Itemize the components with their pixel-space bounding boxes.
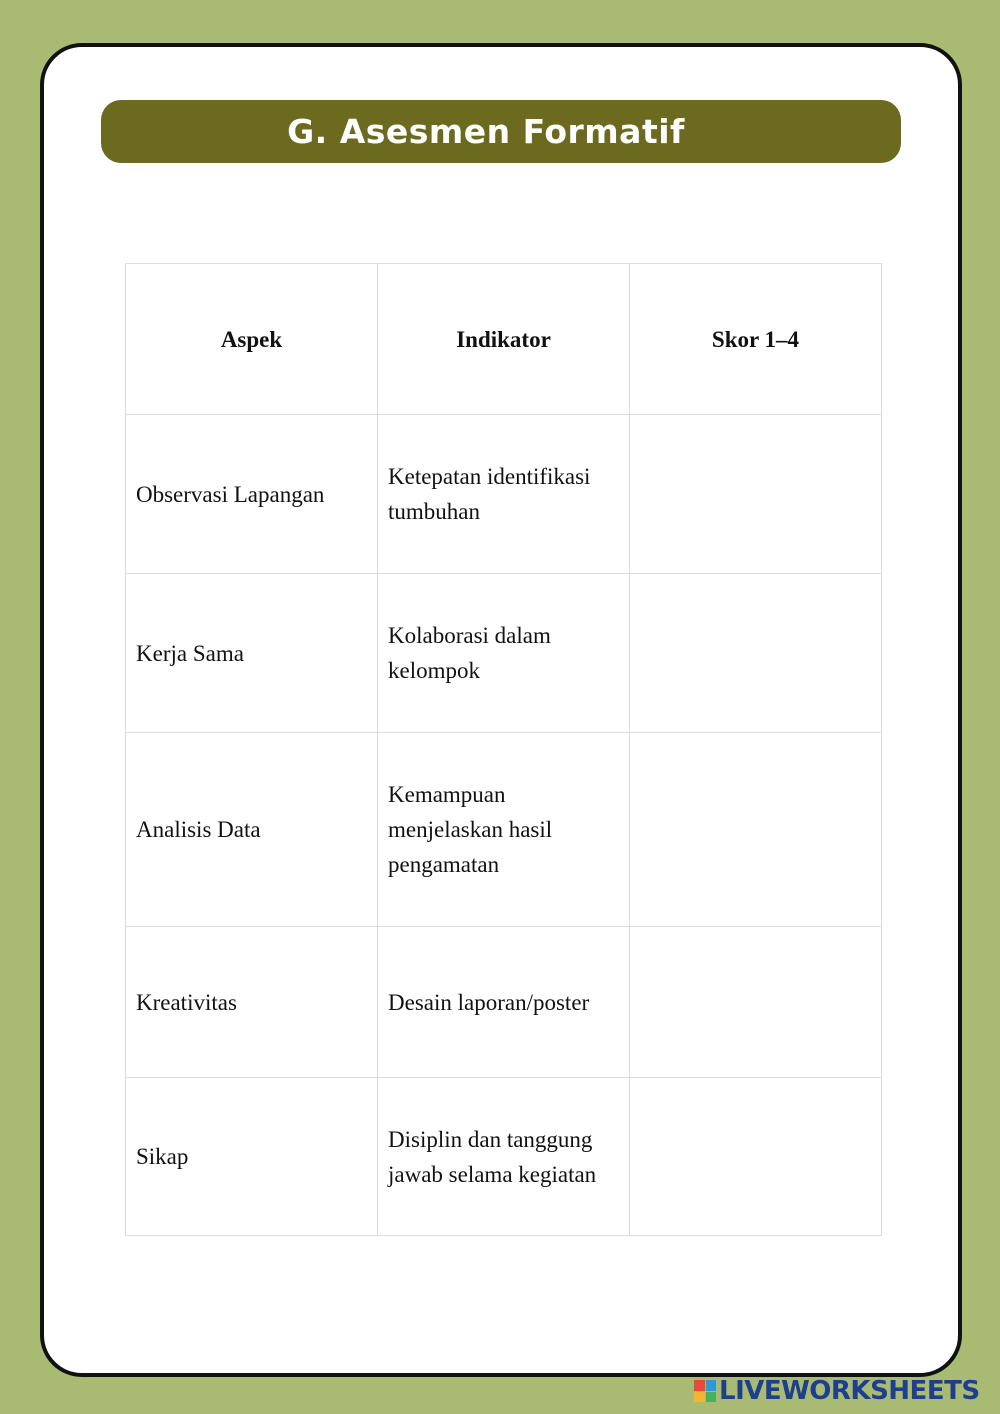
cell-skor-input[interactable] — [630, 1078, 882, 1236]
cell-indikator: Disiplin dan tanggung jawab selama kegiatan — [378, 1078, 630, 1236]
cell-skor-input[interactable] — [630, 927, 882, 1078]
liveworksheets-logo-icon — [694, 1380, 716, 1402]
table-row — [126, 574, 882, 733]
logo-square-icon — [694, 1380, 705, 1391]
cell-aspek: Kreativitas — [126, 927, 378, 1078]
logo-square-icon — [694, 1392, 705, 1403]
assessment-table — [125, 263, 882, 1236]
cell-aspek: Observasi Lapangan — [126, 415, 378, 574]
header-skor: Skor 1–4 — [630, 264, 882, 415]
cell-indikator: Desain laporan/poster — [378, 927, 630, 1078]
cell-aspek: Kerja Sama — [126, 574, 378, 733]
header-indikator: Indikator — [378, 264, 630, 415]
table-row — [126, 733, 882, 927]
cell-indikator: Ketepatan identifikasi tumbuhan — [378, 415, 630, 574]
table-header-row — [126, 264, 882, 415]
cell-indikator: Kemampuan menjelaskan hasil pengamatan — [378, 733, 630, 927]
section-title-bar — [101, 100, 901, 163]
header-aspek: Aspek — [126, 264, 378, 415]
watermark-text: LIVEWORKSHEETS — [719, 1376, 980, 1406]
cell-indikator: Kolaborasi dalam kelompok — [378, 574, 630, 733]
liveworksheets-watermark — [694, 1376, 980, 1406]
cell-skor-input[interactable] — [630, 574, 882, 733]
logo-square-icon — [706, 1392, 717, 1403]
cell-skor-input[interactable] — [630, 415, 882, 574]
cell-aspek: Sikap — [126, 1078, 378, 1236]
table-row — [126, 927, 882, 1078]
table-row — [126, 415, 882, 574]
cell-skor-input[interactable] — [630, 733, 882, 927]
cell-aspek: Analisis Data — [126, 733, 378, 927]
section-title: G. Asesmen Formatif — [287, 112, 685, 151]
logo-square-icon — [706, 1380, 717, 1391]
table-row — [126, 1078, 882, 1236]
